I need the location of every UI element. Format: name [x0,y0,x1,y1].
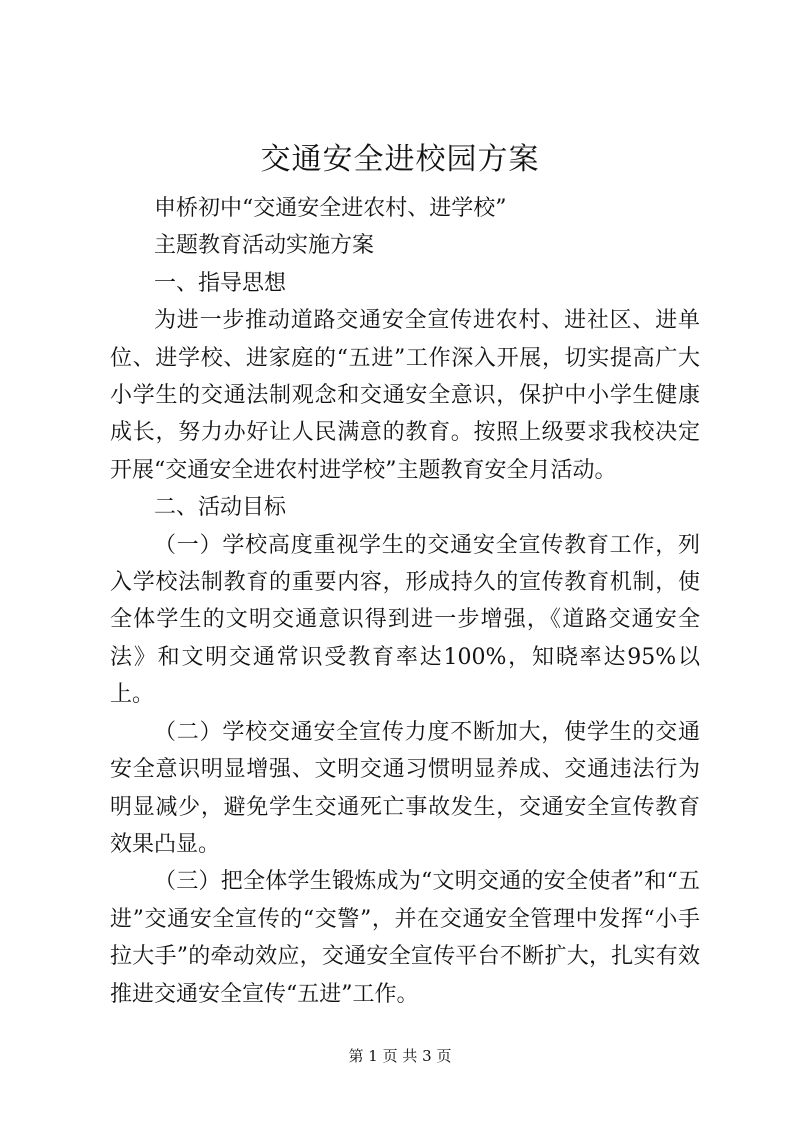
document-title: 交通安全进校园方案 [260,142,540,177]
document-body [110,190,700,1013]
section-heading-guiding-ideology: 一、指导思想 [154,270,287,296]
paragraph-guiding-ideology: 为进一步推动道路交通安全宣传进农村、进社区、进单位、进学校、进家庭的“五进”工作深入开展，切实提高广大小学生的交通法制观念和交通安全意识，保护中小学生健康成长，努力办好让人民满意的教育。按照上级要求我校决定开展“交通安全进农村进学校”主题教育安全月活动。 [110,308,700,483]
page-number-footer: 第 1 页 共 3 页 [348,1047,452,1065]
paragraph-goal-2: （二）学校交通安全宣传力度不断加大，使学生的交通安全意识明显增强、文明交通习惯明显养成、交通违法行为明显减少，避免学生交通死亡事故发生，交通安全宣传教育效果凸显。 [110,719,700,857]
section-heading-activity-goals: 二、活动目标 [154,495,287,521]
paragraph-goal-3: （三）把全体学生锻炼成为“文明交通的安全使者”和“五进”交通安全宣传的“交警”，并在交通安全管理中发挥“小手拉大手”的牵动效应，交通安全宣传平台不断扩大，扎实有效推进交通安全宣传“五进”工作。 [110,869,700,1007]
paragraph-school-heading: 申桥初中“交通安全进农村、进学校” [154,196,507,221]
paragraph-plan-heading: 主题教育活动实施方案 [154,233,375,259]
paragraph-goal-1: （一）学校高度重视学生的交通安全宣传教育工作，列入学校法制教育的重要内容，形成持久的宣传教育机制，使全体学生的文明交通意识得到进一步增强，《道路交通安全法》和文明交通常识受教育率达100%，知晓率达95%以上。 [110,532,700,708]
